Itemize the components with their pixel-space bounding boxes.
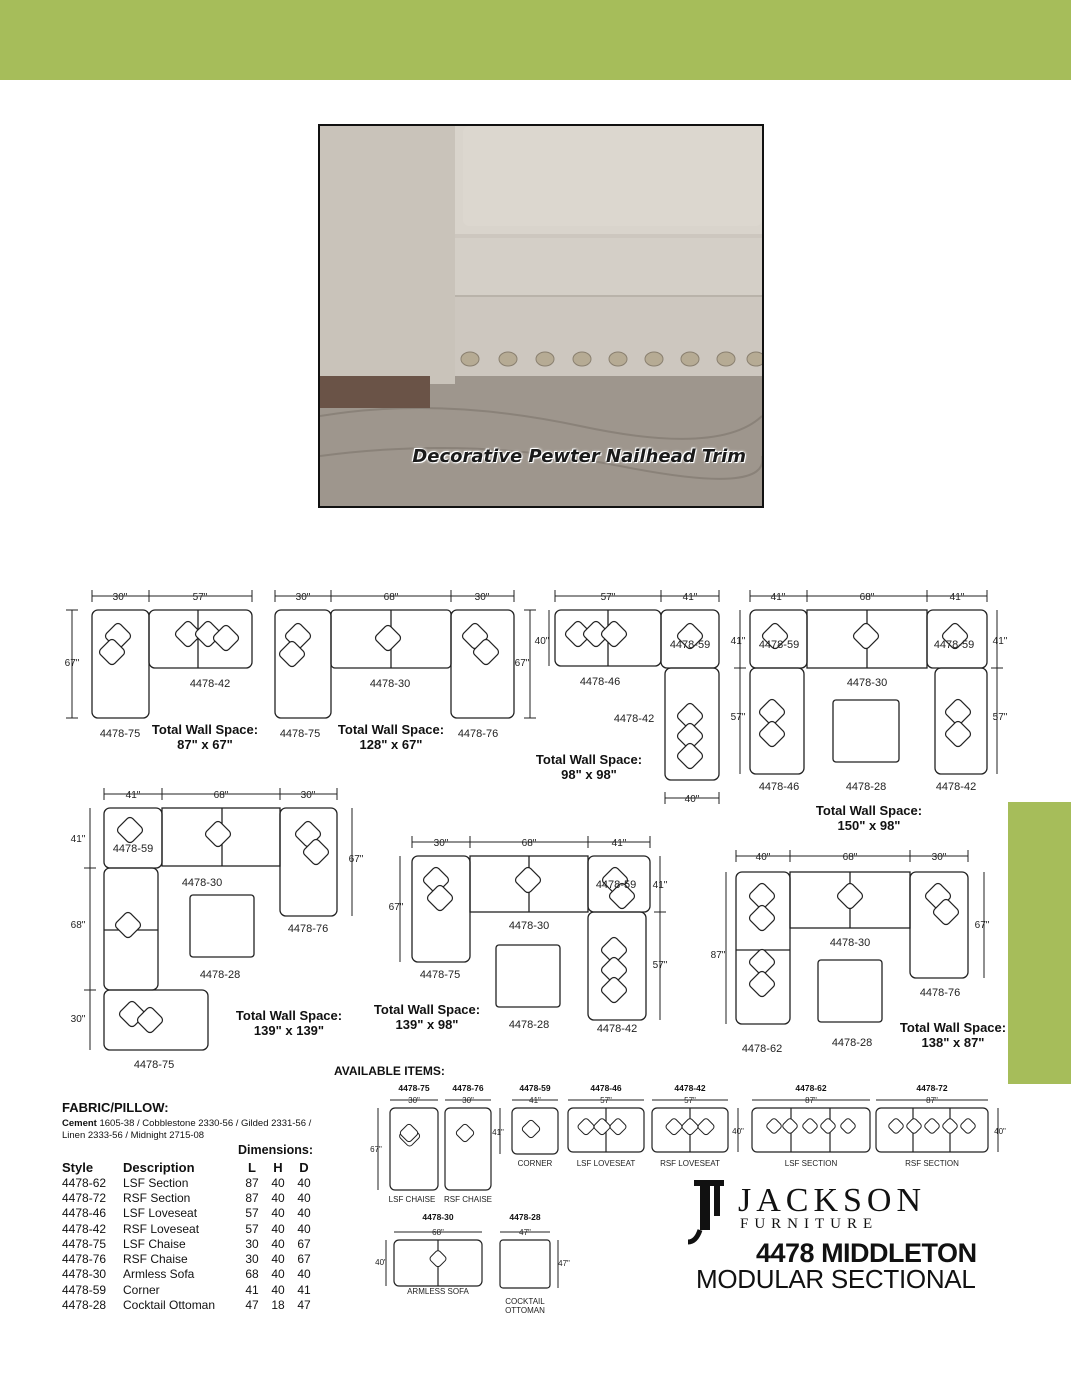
header-depth: D: [299, 1159, 309, 1175]
item-depth: 41": [492, 1128, 504, 1137]
wall-space: [534, 752, 644, 782]
item-code: 4478-42: [674, 1083, 706, 1093]
cell: 40: [297, 1175, 311, 1190]
dimensions-table: [62, 1159, 317, 1313]
piece-label: 4478-62: [741, 1043, 783, 1055]
header-style: Style: [62, 1159, 94, 1175]
cell: 87: [245, 1175, 259, 1190]
piece-label: 4478-59: [669, 639, 711, 651]
piece-label: 4478-28: [831, 1037, 873, 1049]
cell: 40: [297, 1267, 311, 1282]
cell: LSF Chaise: [123, 1236, 186, 1251]
item-depth: 40": [375, 1258, 387, 1267]
item-name: RSF CHAISE: [443, 1195, 493, 1204]
cell: 30: [245, 1236, 259, 1251]
dim-label: 67": [348, 854, 364, 865]
cell: 40: [271, 1175, 285, 1190]
cell: 4478-75: [62, 1236, 107, 1251]
series-title: MODULAR SECTIONAL: [696, 1264, 976, 1294]
table-row: [62, 1175, 317, 1190]
piece-label: 4478-30: [369, 678, 411, 690]
item-width: 57": [600, 1096, 612, 1105]
wall-space-label: Total Wall Space:: [373, 1002, 481, 1017]
cell: 68: [245, 1267, 259, 1282]
piece-label: 4478-46: [758, 781, 800, 793]
item-depth: 40": [732, 1127, 744, 1136]
dim-label: 40": [684, 794, 700, 805]
item-depth: 47": [558, 1259, 570, 1268]
wall-space-value: 128" x 67": [359, 737, 423, 752]
cell: 4478-30: [62, 1267, 107, 1282]
fabric-line: Linen 2333-56 / Midnight 2715-08: [62, 1130, 205, 1141]
table-header-row: [62, 1159, 317, 1175]
dim-label: 67": [974, 920, 990, 931]
brand-block: [686, 1176, 1006, 1296]
dim-label: 67": [514, 658, 530, 669]
piece-label: 4478-42: [935, 781, 977, 793]
dim-label: 41": [949, 592, 965, 603]
dim-label: 41": [125, 790, 141, 801]
item-name: OTTOMAN: [505, 1306, 545, 1315]
dim-label: 30": [112, 592, 128, 603]
cell: 4478-28: [62, 1298, 107, 1313]
dim-label: 41": [770, 592, 786, 603]
cell: LSF Section: [123, 1175, 189, 1190]
fabric-primary: Cement: [62, 1118, 97, 1129]
wall-space-label: Total Wall Space:: [899, 1020, 1007, 1035]
wall-space-label: Total Wall Space:: [337, 722, 445, 737]
item-code: 4478-46: [590, 1083, 622, 1093]
piece-label: 4478-46: [579, 676, 621, 688]
cell: 40: [271, 1221, 285, 1236]
fabric-section: [62, 1100, 352, 1142]
available-items-title: AVAILABLE ITEMS:: [334, 1064, 445, 1078]
cell: 4478-59: [62, 1282, 107, 1297]
item-code: 4478-72: [916, 1083, 948, 1093]
cell: RSF Section: [123, 1190, 191, 1205]
dim-label: 57": [192, 592, 208, 603]
item-name: LSF CHAISE: [388, 1195, 436, 1204]
piece-label: 4478-42: [189, 678, 231, 690]
item-depth: 40": [994, 1127, 1006, 1136]
wall-space: [150, 722, 260, 752]
wall-space: [234, 1008, 344, 1038]
dim-label: 30": [433, 838, 449, 849]
wall-space-label: Total Wall Space:: [815, 803, 923, 818]
item-name: RSF SECTION: [905, 1159, 959, 1168]
wall-space: [898, 1020, 1008, 1050]
item-code: 4478-59: [519, 1083, 551, 1093]
item-width: 87": [926, 1096, 938, 1105]
dim-label: 40": [534, 636, 550, 647]
item-width: 30": [408, 1096, 420, 1105]
cell: RSF Chaise: [123, 1252, 188, 1267]
header-height: H: [273, 1159, 283, 1175]
piece-label: 4478-42: [596, 1023, 638, 1035]
cell: 40: [271, 1236, 285, 1251]
fabric-line: 1605-38 / Cobblestone 2330-56 / Gilded 2331-56 /: [96, 1118, 312, 1129]
item-width: 30": [462, 1096, 474, 1105]
wall-space-label: Total Wall Space:: [235, 1008, 343, 1023]
piece-label: 4478-75: [419, 969, 461, 981]
piece-label: 4478-30: [508, 920, 550, 932]
item-depth: 67": [370, 1145, 382, 1154]
wall-space-value: 150" x 98": [837, 818, 901, 833]
product-photo: [318, 124, 764, 508]
fabric-text: [62, 1118, 352, 1142]
jackson-logo-icon: [686, 1176, 736, 1246]
dim-label: 57": [730, 712, 746, 723]
item-width: 57": [684, 1096, 696, 1105]
table-row: [62, 1221, 317, 1236]
piece-label: 4478-30: [181, 877, 223, 889]
piece-label: 4478-28: [199, 969, 241, 981]
item-name: CORNER: [517, 1159, 553, 1168]
dim-label: 87": [710, 950, 726, 961]
cell: 30: [245, 1252, 259, 1267]
cell: 40: [271, 1252, 285, 1267]
item-code: 4478-62: [795, 1083, 827, 1093]
wall-space: [814, 803, 924, 833]
cell: RSF Loveseat: [123, 1221, 200, 1236]
dim-label: 41": [992, 636, 1008, 647]
cell: 40: [271, 1190, 285, 1205]
dim-label: 57": [600, 592, 616, 603]
item-name: ARMLESS SOFA: [407, 1287, 469, 1296]
dim-label: 67": [64, 658, 80, 669]
cell: 40: [271, 1206, 285, 1221]
piece-label: 4478-76: [919, 987, 961, 999]
dim-label: 41": [730, 636, 746, 647]
item-name: COCKTAIL: [505, 1297, 545, 1306]
piece-label: 4478-30: [829, 937, 871, 949]
table-row: [62, 1267, 317, 1282]
wall-space-label: Total Wall Space:: [535, 752, 643, 767]
cell: 40: [271, 1267, 285, 1282]
cell: 87: [245, 1190, 259, 1205]
cell: 4478-72: [62, 1190, 107, 1205]
header-length: L: [248, 1159, 256, 1175]
cell: 57: [245, 1206, 259, 1221]
side-tab: [1008, 802, 1071, 1084]
piece-label: 4478-42: [613, 713, 655, 725]
cell: 57: [245, 1221, 259, 1236]
cell: 4478-46: [62, 1206, 107, 1221]
cell: 40: [271, 1282, 285, 1297]
cell: 4478-76: [62, 1252, 107, 1267]
piece-label: 4478-59: [933, 639, 975, 651]
cell: 40: [297, 1190, 311, 1205]
wall-space-value: 98" x 98": [561, 767, 617, 782]
dim-label: 41": [652, 880, 668, 891]
dim-label: 57": [992, 712, 1008, 723]
item-code: 4478-75: [398, 1083, 430, 1093]
piece-label: 4478-75: [133, 1059, 175, 1070]
dim-label: 57": [652, 960, 668, 971]
cell: Armless Sofa: [123, 1267, 195, 1282]
cell: 47: [297, 1298, 311, 1313]
item-name: RSF LOVESEAT: [660, 1159, 720, 1168]
piece-label: 4478-76: [287, 923, 329, 935]
wall-space-value: 138" x 87": [921, 1035, 985, 1050]
item-width: 47": [519, 1228, 531, 1237]
cell: 40: [297, 1221, 311, 1236]
wall-space: [372, 1002, 482, 1032]
item-code: 4478-30: [422, 1212, 454, 1222]
cell: 40: [297, 1206, 311, 1221]
dimensions-label: Dimensions:: [238, 1143, 314, 1157]
dim-label: 41": [70, 834, 86, 845]
cell: 41: [297, 1282, 311, 1297]
dim-label: 68": [521, 838, 537, 849]
cell: 67: [297, 1236, 311, 1251]
dim-label: 41": [611, 838, 627, 849]
dim-label: 30": [70, 1014, 86, 1025]
piece-label: 4478-28: [845, 781, 887, 793]
piece-label: 4478-59: [595, 879, 637, 891]
header-banner: [0, 0, 1071, 80]
photo-caption: Decorative Pewter Nailhead Trim: [412, 446, 746, 467]
item-code: 4478-76: [452, 1083, 484, 1093]
wall-space-label: Total Wall Space:: [151, 722, 259, 737]
model-title: 4478 MIDDLETON: [756, 1238, 977, 1268]
dim-label: 68": [383, 592, 399, 603]
cell: Corner: [123, 1282, 160, 1297]
wall-space: [336, 722, 446, 752]
table-row: [62, 1190, 317, 1205]
dim-label: 40": [755, 852, 771, 863]
piece-label: 4478-76: [457, 728, 499, 740]
dim-label: 30": [295, 592, 311, 603]
wall-space-value: 139" x 98": [395, 1017, 459, 1032]
cell: 18: [271, 1298, 285, 1313]
dim-label: 68": [859, 592, 875, 603]
cell: 47: [245, 1298, 259, 1313]
cell: LSF Loveseat: [123, 1206, 198, 1221]
item-width: 68": [432, 1228, 444, 1237]
dim-label: 68": [842, 852, 858, 863]
piece-label: 4478-75: [279, 728, 321, 740]
dim-label: 68": [213, 790, 229, 801]
piece-label: 4478-30: [846, 677, 888, 689]
item-name: LSF SECTION: [784, 1159, 838, 1168]
cell: 41: [245, 1282, 259, 1297]
piece-label: 4478-28: [508, 1019, 550, 1031]
fabric-heading: FABRIC/PILLOW:: [62, 1100, 169, 1115]
cell: Cocktail Ottoman: [123, 1298, 216, 1313]
item-name: LSF LOVESEAT: [576, 1159, 636, 1168]
dim-label: 30": [300, 790, 316, 801]
wall-space-value: 139" x 139": [253, 1023, 325, 1038]
dim-label: 67": [388, 902, 404, 913]
piece-label: 4478-59: [758, 639, 800, 651]
cell: 4478-42: [62, 1221, 107, 1236]
table-row: [62, 1297, 317, 1312]
dim-label: 41": [682, 592, 698, 603]
wall-space-value: 87" x 67": [177, 737, 233, 752]
item-width: 41": [529, 1096, 541, 1105]
cell: 4478-62: [62, 1175, 107, 1190]
table-row: [62, 1282, 317, 1297]
dim-label: 68": [70, 920, 86, 931]
table-row: [62, 1251, 317, 1266]
piece-label: 4478-59: [112, 843, 154, 855]
brand-sub: FURNITURE: [740, 1216, 879, 1232]
table-row: [62, 1206, 317, 1221]
item-code: 4478-28: [509, 1212, 541, 1222]
piece-label: 4478-75: [99, 728, 141, 740]
header-description: Description: [123, 1159, 195, 1175]
item-width: 87": [805, 1096, 817, 1105]
brand-name: JACKSON: [738, 1182, 927, 1219]
dim-label: 30": [931, 852, 947, 863]
dim-label: 30": [474, 592, 490, 603]
table-row: [62, 1236, 317, 1251]
cell: 67: [297, 1252, 311, 1267]
